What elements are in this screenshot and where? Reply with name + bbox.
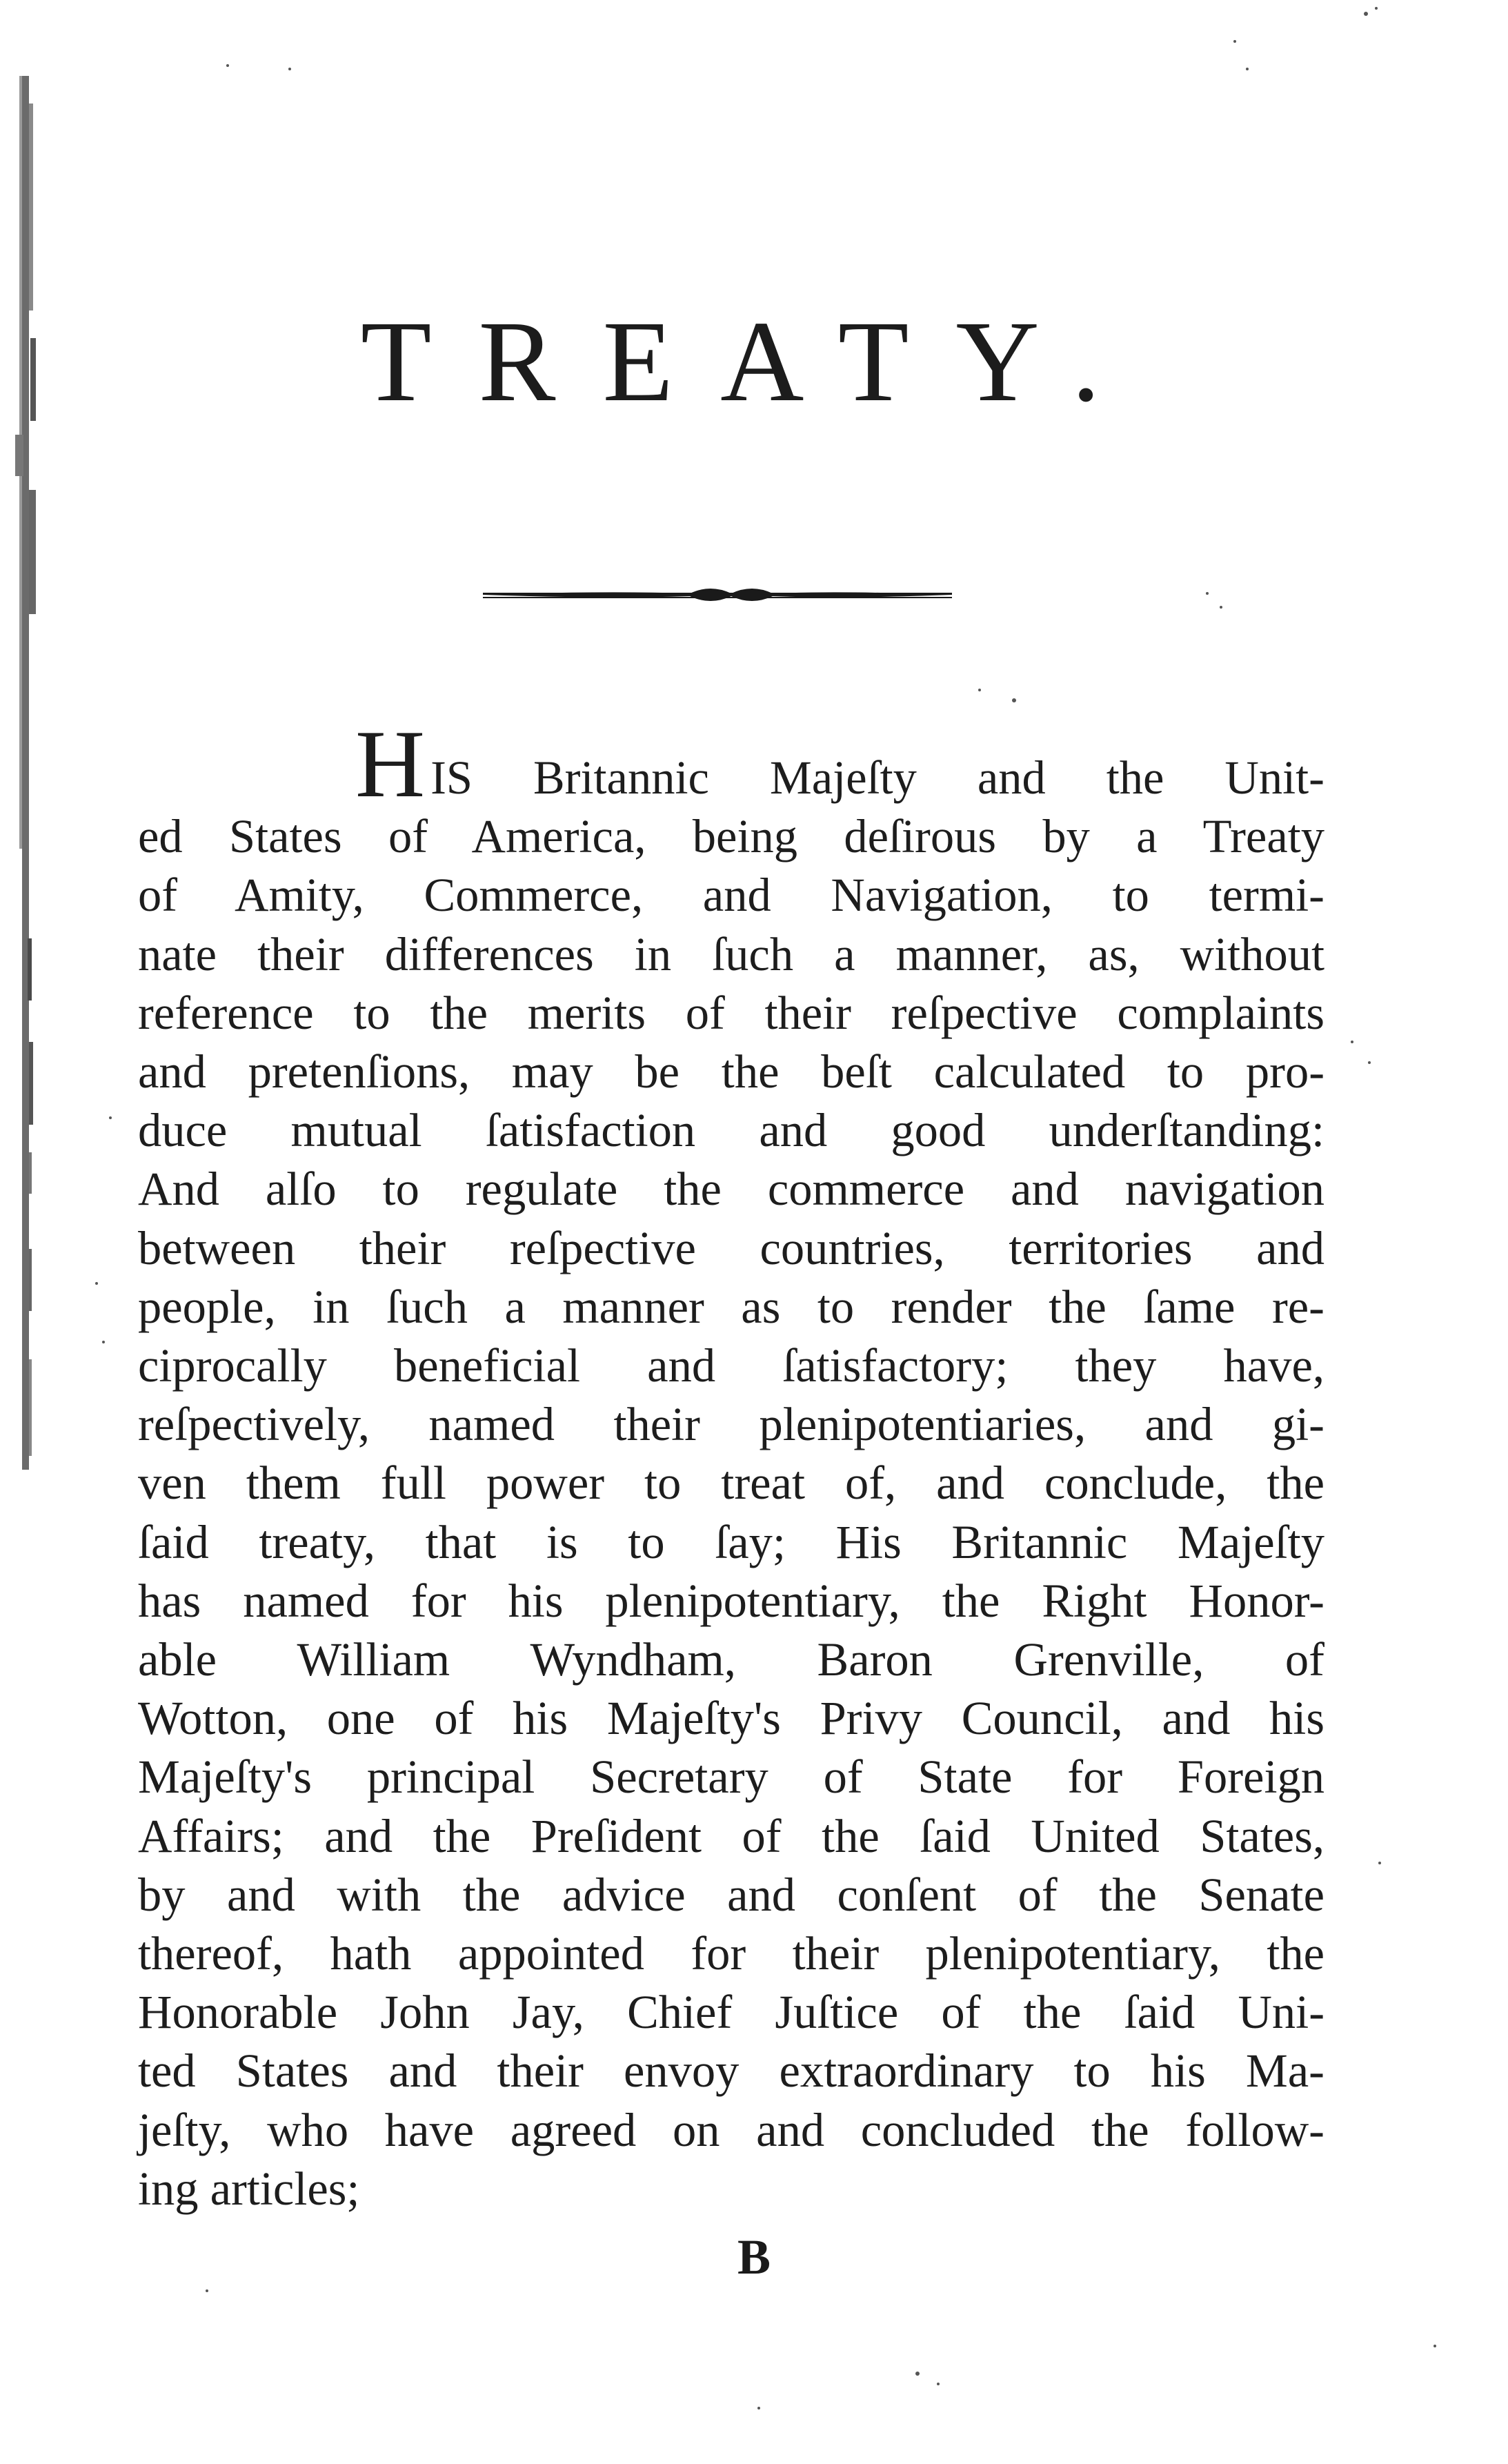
text-line: Wotton, one of his Majeſty's Privy Council, and his bbox=[138, 1692, 1325, 1745]
text-line: has named for his plenipotentiary, the Right Honor- bbox=[138, 1574, 1325, 1627]
text-line: and pretenſions, may be the beſt calculated to pro- bbox=[138, 1045, 1325, 1098]
text-line-content: IS Britannic Majeſty and the Unit- bbox=[430, 751, 1325, 804]
text-line: jeſty, who have agreed on and concluded the follow- bbox=[138, 2103, 1325, 2156]
text-line: people, in ſuch a manner as to render the ſame re- bbox=[138, 1280, 1325, 1333]
text-line: ſaid treaty, that is to ſay; His Britannic Majeſty bbox=[138, 1515, 1325, 1568]
page-title: TREATY. bbox=[360, 297, 1148, 426]
text-line: thereof, hath appointed for their plenipotentiary, the bbox=[138, 1927, 1325, 1980]
text-line: between their reſpective countries, territories and bbox=[138, 1221, 1325, 1274]
text-line: Affairs; and the Preſident of the ſaid United States, bbox=[138, 1809, 1325, 1862]
text-line: duce mutual ſatisfaction and good underſtanding: bbox=[138, 1104, 1325, 1157]
text-line: nate their differences in ſuch a manner, as, without bbox=[138, 927, 1325, 980]
text-line: reference to the merits of their reſpective complaints bbox=[138, 986, 1325, 1039]
text-line: reſpectively, named their plenipotentiaries, and gi- bbox=[138, 1398, 1325, 1451]
signature-mark: B bbox=[737, 2229, 771, 2285]
text-line: of Amity, Commerce, and Navigation, to termi- bbox=[138, 869, 1325, 922]
text-line: ven them full power to treat of, and conclude, the bbox=[138, 1457, 1325, 1510]
text-line: ing articles; bbox=[138, 2162, 360, 2215]
text-line: Majeſty's principal Secretary of State for Foreign bbox=[138, 1751, 1325, 1804]
treaty-preamble bbox=[138, 711, 1325, 2218]
text-line: by and with the advice and conſent of the Senate bbox=[138, 1868, 1325, 1921]
text-line bbox=[138, 711, 1325, 818]
drop-cap: H bbox=[355, 711, 426, 818]
binding-edge bbox=[12, 76, 43, 1470]
text-line: And alſo to regulate the commerce and navigation bbox=[138, 1163, 1325, 1216]
ornamental-rule bbox=[483, 581, 952, 609]
text-line: able William Wyndham, Baron Grenville, of bbox=[138, 1633, 1325, 1686]
text-line: ed States of America, being deſirous by a Treaty bbox=[138, 810, 1325, 863]
text-line: ted States and their envoy extraordinary to his Ma- bbox=[138, 2044, 1325, 2098]
text-line: ciprocally beneficial and ſatisfactory; they have, bbox=[138, 1339, 1325, 1392]
text-line: Honorable John Jay, Chief Juſtice of the ſaid Uni- bbox=[138, 1986, 1325, 2039]
